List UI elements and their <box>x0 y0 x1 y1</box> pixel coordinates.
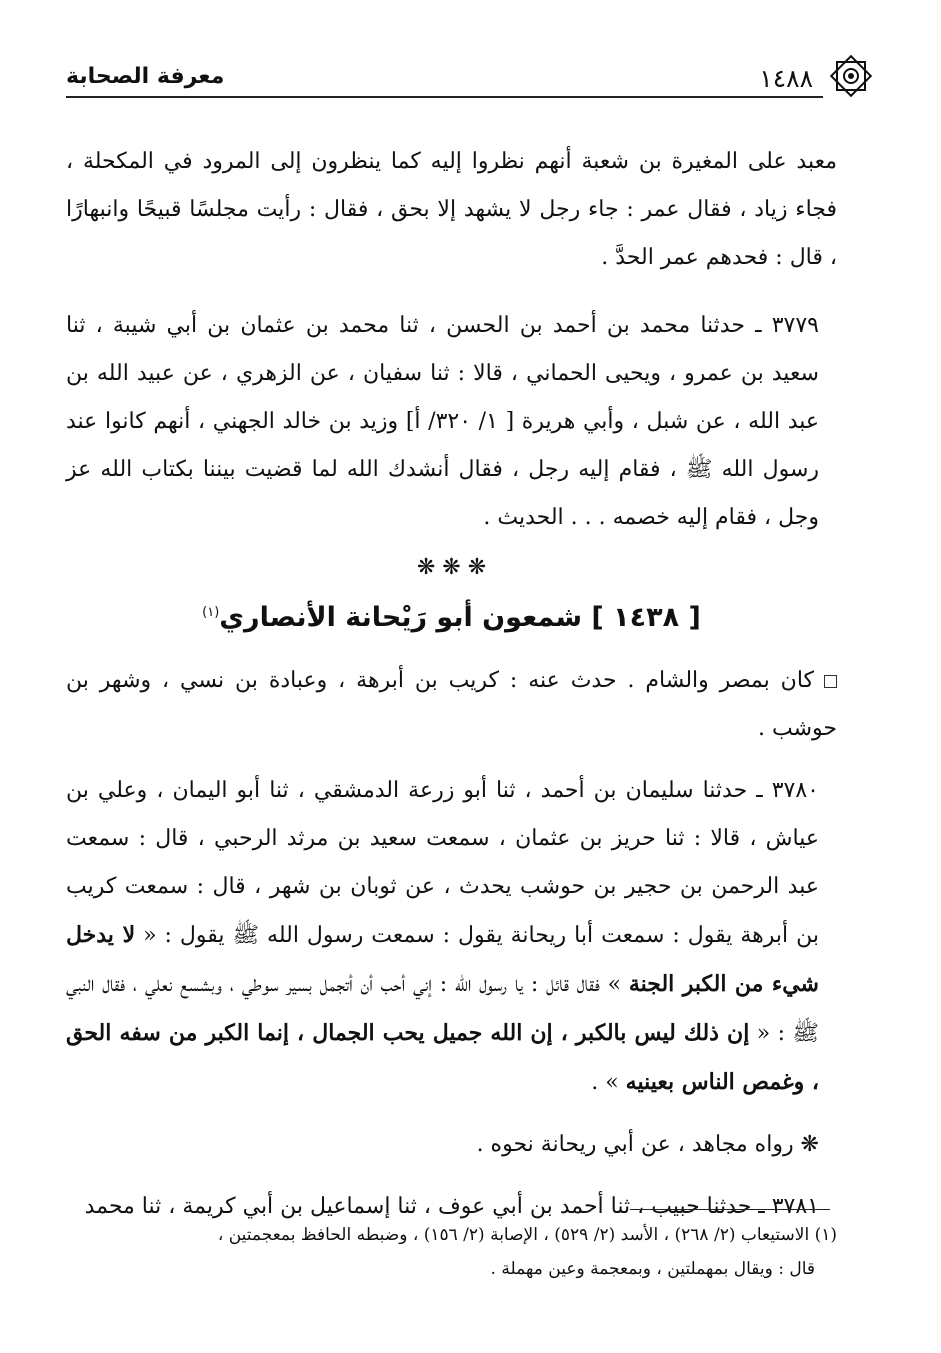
footnote-marker: (١) <box>202 605 220 620</box>
page-header <box>66 58 875 94</box>
square-bullet-icon <box>824 675 837 688</box>
footnote-line-1: (١) الاستيعاب (٢/ ٢٦٨) ، الأسد (٢/ ٥٢٩) ، الإصابة (٢/ ١٥٦) ، وضبطه الحافظ بمعجمتين ، <box>217 1225 837 1245</box>
prophetic-quote-2: إن ذلك ليس بالكبر ، إن الله جميل يحب الجمال ، إنما الكبر من سفه الحق ، وغمص الناس بعينيه <box>66 1020 819 1095</box>
page-number: ١٤٨٨ <box>759 64 813 93</box>
narration-note: ❋ رواه مجاهد ، عن أبي ريحانة نحوه . <box>476 1132 819 1157</box>
footnotes <box>66 1218 837 1286</box>
footnote-divider <box>630 1209 830 1210</box>
footnote-line-2: قال : ويقال بمهملتين ، وبمعجمة وعين مهملة . <box>490 1259 815 1279</box>
octagram-ornament-icon <box>827 52 875 100</box>
entry-intro: كان بمصر والشام . حدث عنه : كريب بن أبرهة ، وعبادة بن نسي ، وشهر بن حوشب . <box>66 668 837 741</box>
paragraph-continuation: معبد على المغيرة بن شعبة أنهم نظروا إليه كما ينظرون إلى المرود في المكحلة ، فجاء زياد ، فقال عمر : جاء رجل لا يشهد إلا بحق ، فقال : رأيت مجلسًا قبيحًا وانبهارًا ، قال : فحدهم عمر الحدَّ . <box>66 149 837 270</box>
entry-title: [ ١٤٣٨ ] شمعون أبو رَيْحانة الأنصاري <box>219 602 701 633</box>
header-divider <box>66 96 823 98</box>
book-title: معرفة الصحابة <box>66 64 225 89</box>
entry-heading <box>66 588 837 643</box>
section-separator: ❋ ❋ ❋ <box>416 555 487 580</box>
main-text <box>66 138 837 1231</box>
hadith-3780: ٣٧٨٠ ـ حدثنا سليمان بن أحمد ، ثنا أبو زرعة الدمشقي ، ثنا أبو اليمان ، وعلي بن عياش ، قالا : ثنا حريز بن عثمان ، سمعت سعيد بن مرثد الرحبي ، قال : سمعت عبد الرحمن بن حجير بن حوشب يحدث ، عن ثوبان بن شهر ، قال : سمعت كريب بن أبرهة يقول : سمعت أبا ريحانة يقول : سمعت رسول الله ﷺ يقول : « لا يدخل شيء من الكبر الجنة » فقال قائل : يا رسول الله : إني أحب أن أتجمل بسير سوطي ، وبشسع نعلي ، فقال النبي ﷺ : « إن ذلك ليس بالكبر ، إن الله جميل يحب الجمال ، إنما الكبر من سفه الحق ، وغمص الناس بعينيه » . <box>66 778 819 1095</box>
hadith-3781: ٣٧٨١ ـ حدثنا حبيب ، ثنا أحمد بن أبي عوف ، ثنا إسماعيل بن أبي كريمة ، ثنا محمد <box>84 1194 819 1219</box>
hadith-3779: ٣٧٧٩ ـ حدثنا محمد بن أحمد بن الحسن ، ثنا محمد بن عثمان بن أبي شيبة ، ثنا سعيد بن عمرو ، ويحيى الحماني ، قالا : ثنا سفيان ، عن الزهري ، عن عبيد الله بن عبد الله ، عن شبل ، وأبي هريرة [ ١/ ٣٢٠/ أ] وزيد بن خالد الجهني ، أنهم كانوا عند رسول الله ﷺ ، فقام إليه رجل ، فقال أنشدك الله لما قضيت بيننا بكتاب الله عز وجل ، فقام إليه خصمه . . . الحديث . <box>66 313 820 530</box>
prophetic-quote-1: لا يدخل شيء من الكبر الجنة <box>66 922 819 997</box>
